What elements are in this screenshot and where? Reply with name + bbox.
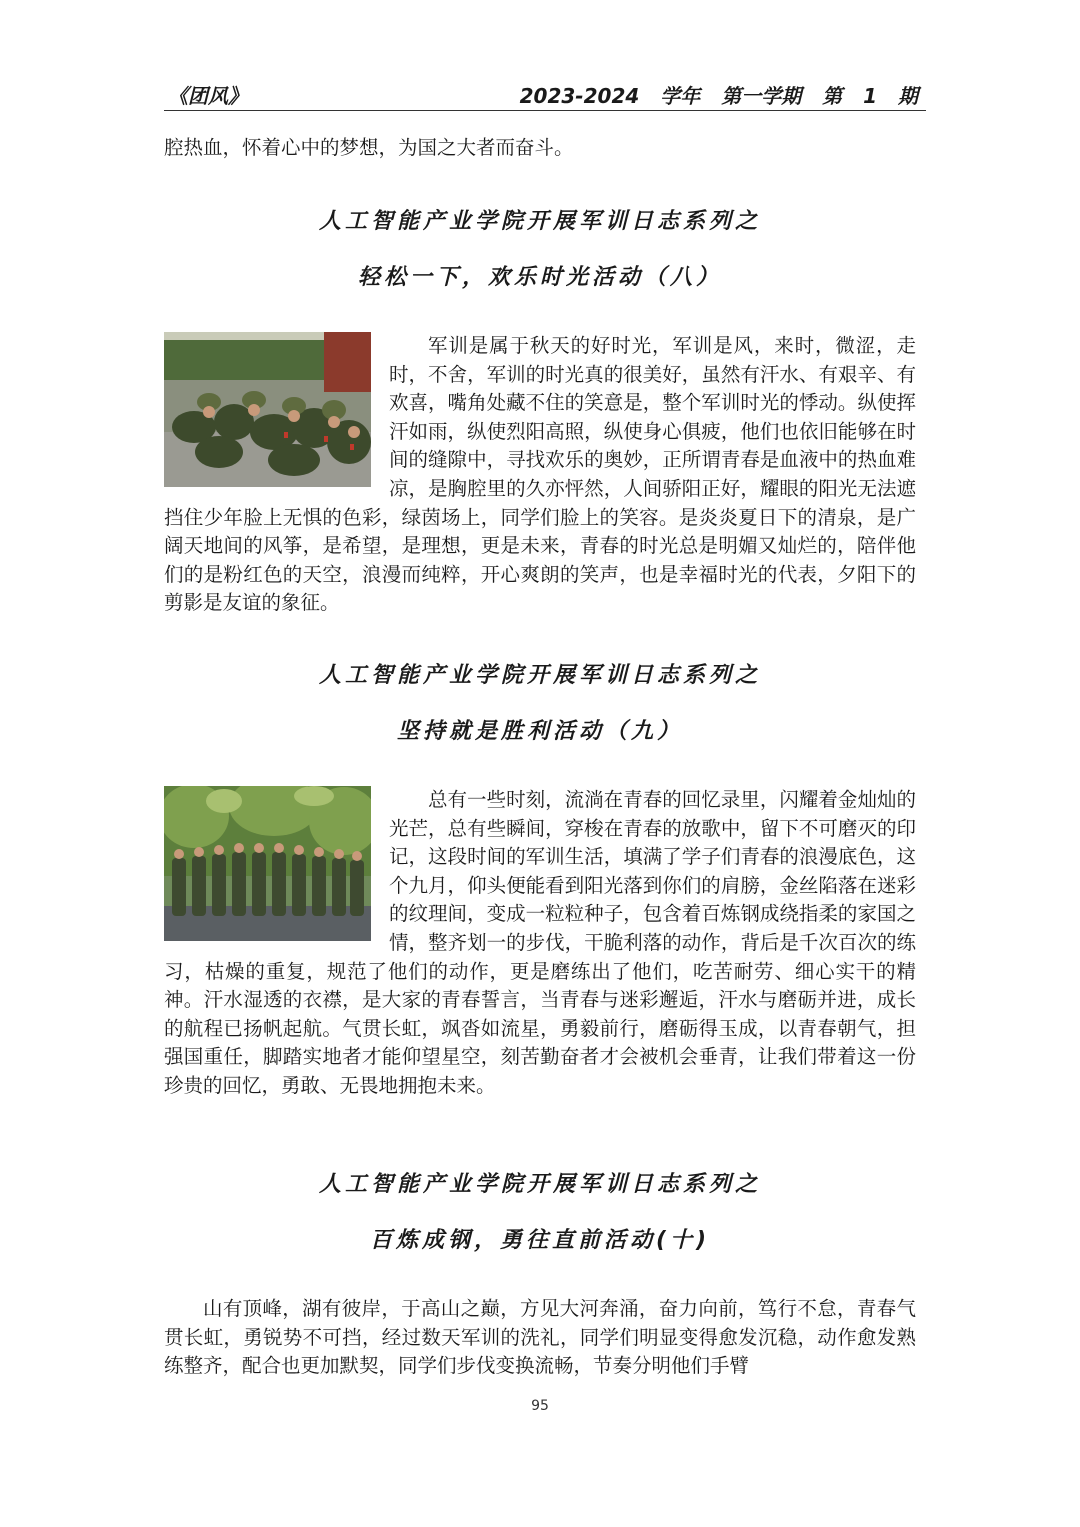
section-2-title-line1: 人工智能产业学院开展军训日志系列之 (318, 663, 761, 688)
page-header (164, 78, 926, 111)
section-3-body: 山有顶峰，湖有彼岸，于高山之巅，方见大河奔涌，奋力向前，笃行不怠，青春气贯长虹，勇锐势不可挡，经过数天军训的洗礼，同学们明显变得愈发沉稳，动作愈发熟练整齐，配合也更加默契，同学们步伐变换流畅，节奏分明他们手臂 (164, 1297, 916, 1378)
section-2-body-text: 总有一些时刻，流淌在青春的回忆录里，闪耀着金灿灿的光芒，总有些瞬间，穿梭在青春的放歌中，留下不可磨灭的印记，这段时间的军训生活，填满了学子们青春的浪漫底色，这个九月，仰头便能看到阳光落到你们的肩膀，金丝陷落在迷彩的纹理间，变成一粒粒种子，包含着百炼钢成绕指柔的家国之情，整齐划一的步伐，干脆利落的动作，背后是千次百次的练习，枯燥的重复，规范了他们的动作，更是磨练出了他们，吃苦耐劳、细心实干的精神。汗水湿透的衣襟，是大家的青春誓言，当青春与迷彩邂逅，汗水与磨砺并进，成长的航程已扬帆起航。气贯长虹，飒沓如流星，勇毅前行，磨砺得玉成，以青春朝气，担强国重任，脚踏实地者才能仰望星空，刻苦勤奋者才会被机会垂青，让我们带着这一份珍贵的回忆，勇敢、无畏地拥抱未来。 (164, 788, 916, 1097)
section-2-body (164, 786, 916, 1101)
section-1-body (164, 332, 916, 618)
issue-info: 2023-2024 学年 第一学期 第 1 期 (519, 84, 918, 108)
section-1-body-text: 军训是属于秋天的好时光，军训是风，来时，微涩，走时，不舍，军训的时光真的很美好，虽然有汗水、有艰辛、有欢喜，嘴角处藏不住的笑意是，整个军训时光的悸动。纵使挥汗如雨，纵使烈阳高照，纵使身心俱疲，他们也依旧能够在时间的缝隙中，寻找欢乐的奥妙，正所谓青春是血液中的热血难凉，是胸腔里的久亦怦然，人间骄阳正好，耀眼的阳光无法遮挡住少年脸上无惧的色彩，绿茵场上，同学们脸上的笑容。是炎炎夏日下的清泉，是广阔天地间的风筝，是希望，是理想，更是未来，青春的时光总是明媚又灿烂的，陪伴他们的是粉红色的天空，浪漫而纯粹，开心爽朗的笑声，也是幸福时光的代表，夕阳下的剪影是友谊的象征。 (164, 334, 916, 615)
section-3-title-line1: 人工智能产业学院开展军训日志系列之 (318, 1172, 761, 1197)
section-3-title-line2: 百炼成钢，勇往直前活动(十) (369, 1228, 711, 1253)
soldiers-sitting-photo-icon (164, 332, 371, 487)
section-1-title-line1: 人工智能产业学院开展军训日志系列之 (318, 209, 761, 234)
soldiers-marching-photo-icon (164, 786, 371, 941)
section-1-title-line2: 轻松一下，欢乐时光活动（八） (357, 265, 722, 290)
intro-line: 腔热血，怀着心中的梦想，为国之大者而奋斗。 (164, 136, 574, 159)
section-2-title-line2: 坚持就是胜利活动（九） (396, 719, 683, 744)
page-number: 95 (531, 1398, 549, 1414)
journal-name: 《团风》 (168, 84, 248, 108)
